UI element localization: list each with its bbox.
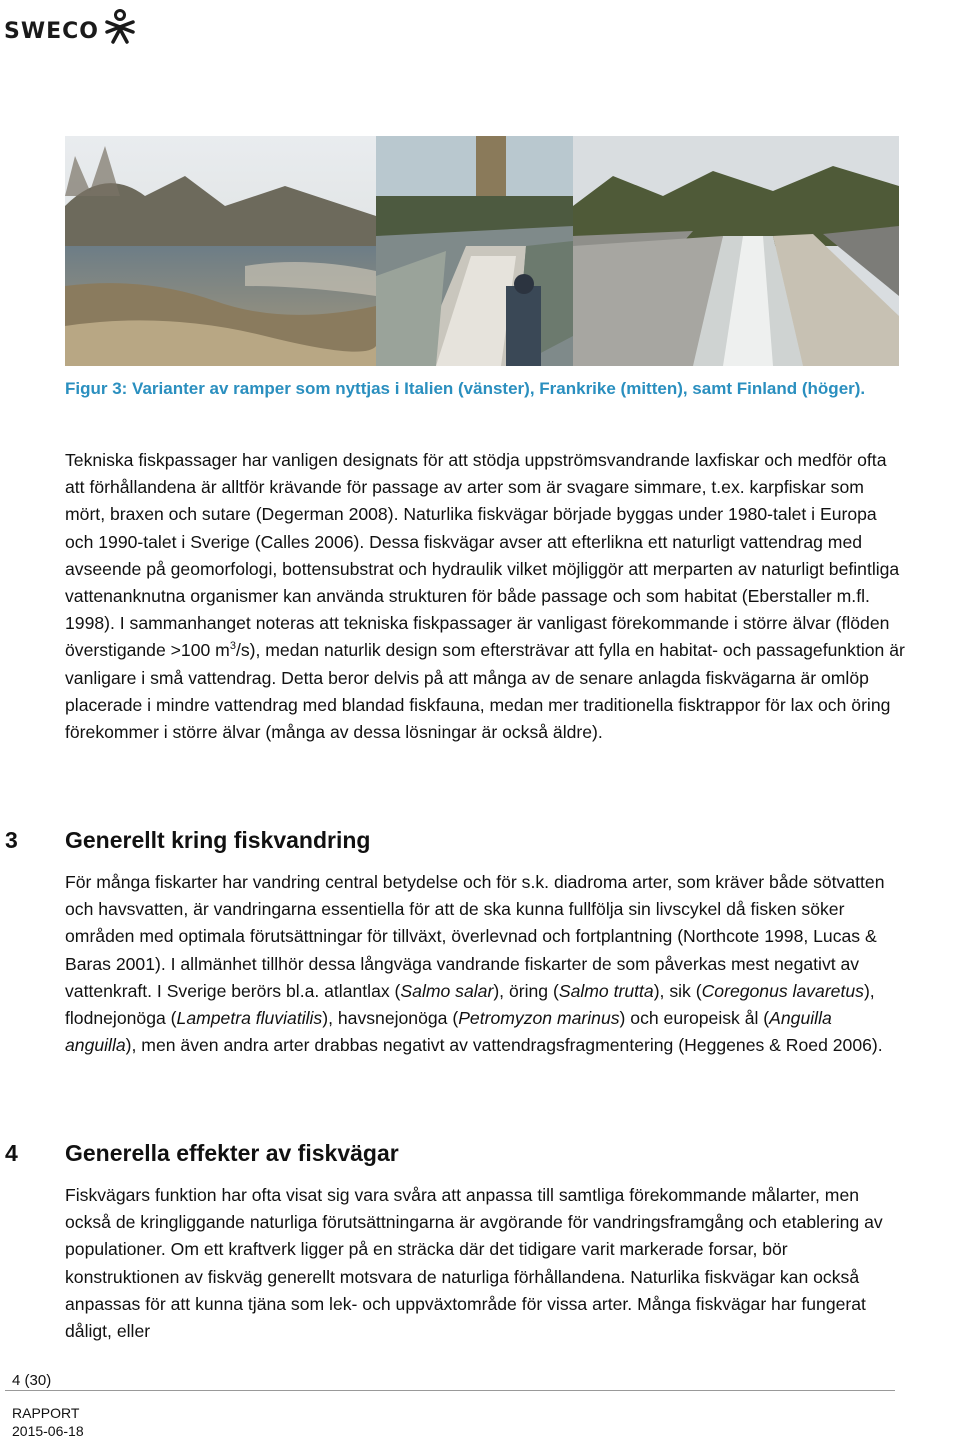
paragraph-text: ), flodnejonöga ( — [65, 980, 875, 1029]
paragraph-text: /s), medan naturlik design som eftersträvar att fylla en habitat- och passagefunktion är vanligare i små vattendrag. Detta beror delvis på att många av de senare anlagda fiskvägarna är omlöp placerade i mindre vattendrag med blandad fiskfauna, medan mer traditionella fisktrappor för lax och öring förekommer i större älvar (många av dessa lösningar är också äldre). — [65, 640, 905, 743]
species-name: Anguilla anguilla — [65, 1008, 832, 1056]
section-number: 4 — [5, 1140, 18, 1166]
photo-france-ramp — [376, 136, 573, 366]
paragraph-text: ), öring ( — [493, 980, 559, 1001]
footer-doc-info — [12, 1404, 84, 1440]
doc-type: RAPPORT — [12, 1405, 80, 1421]
doc-date: 2015-06-18 — [12, 1423, 84, 1439]
paragraph-text: Tekniska fiskpassager har vanligen designats för att stödja uppströmsvandrande laxfiskar och medför ofta att förhållandena är alltför krävande för passage av arter som är svagare simmare, t.ex. karpfiskar som mört, braxen och sutare (Degerman 2008). Naturlika fiskvägar började byggas under 1980-talet i Europa och 1990-talet i Sverige (Calles 2006). Dessa fiskvägar avser att efterlikna ett naturligt vattendrag med avseende på geomorfologi, bottensubstrat och hydraulik vilket möjliggör att merparten av naturligt befintliga vattenanknutna organismer kan använda strukturen för både passage och som habitat (Eberstaller m.fl. 1998). I sammanhanget noteras att tekniska fiskpassager är vanligast förekommande i större älvar (flöden överstigande >100 m — [65, 450, 900, 661]
page-number: 4 (30) — [12, 1372, 52, 1389]
species-name: Salmo trutta — [558, 980, 654, 1001]
section-heading-3 — [5, 825, 370, 855]
section-title: Generella effekter av fiskvägar — [65, 1140, 399, 1166]
sweco-person-icon — [103, 8, 137, 44]
paragraph-fishways — [65, 447, 905, 746]
species-name: Coregonus lavaretus — [701, 980, 864, 1001]
figure-caption: Figur 3: Varianter av ramper som nyttjas i Italien (vänster), Frankrike (mitten), samt Finland (höger). — [65, 379, 866, 398]
species-name: Salmo salar — [400, 980, 494, 1001]
section-title: Generellt kring fiskvandring — [65, 827, 371, 853]
footer-divider — [5, 1390, 895, 1391]
photo-finland-ramp — [573, 136, 899, 366]
paragraph-text: ), sik ( — [653, 980, 702, 1001]
logo-text: SWECO — [4, 19, 99, 44]
paragraph-text: ), havsnejonöga ( — [322, 1008, 459, 1029]
paragraph-fish-migration — [65, 869, 905, 1059]
species-name: Petromyzon marinus — [458, 1008, 620, 1029]
paragraph-text: För många fiskarter har vandring central betydelse och för s.k. diadroma arter, som kräver både sötvatten och havsvatten, är vandringarna essentiella för att de ska kunna fullfölja sin livscykel då fisken söker områden med optimala förutsättningar för tillväxt, överlevnad och fortplantning (Northcote 1998, Lucas & Baras 2001). I allmänhet tillhör dessa långväga vandrande fiskarter de som påverkas mest negativt av vattenkraft. I Sverige berörs bl.a. atlantlax ( — [65, 872, 885, 1001]
superscript: 3 — [229, 640, 236, 653]
paragraph-text: ), men även andra arter drabbas negativt av vattendragsfragmentering (Heggenes & Roed 2006). — [125, 1035, 883, 1056]
sweco-logo — [4, 4, 137, 44]
species-name: Lampetra fluviatilis — [176, 1008, 323, 1029]
photo-italy-ramp — [65, 136, 376, 366]
section-heading-4 — [5, 1138, 399, 1168]
section-number: 3 — [5, 827, 18, 853]
figure-photos — [65, 136, 899, 366]
paragraph-text: ) och europeisk ål ( — [619, 1008, 770, 1029]
paragraph-fishway-effects: Fiskvägars funktion har ofta visat sig vara svåra att anpassa till samtliga förekommande målarter, men också de kringliggande naturliga förutsättningarna är avgörande för vandringsframgång och etablering av populationer. Om ett kraftverk ligger på en sträcka där det tidigare varit markerade forsar, bör konstruktionen av fiskväg generellt motsvara de naturliga förhållandena. Naturlika fiskvägar kan också anpassas för att kunna tjäna som lek- och uppväxtområde för vissa arter. Många fiskvägar har fungerat dåligt, eller — [65, 1185, 883, 1342]
